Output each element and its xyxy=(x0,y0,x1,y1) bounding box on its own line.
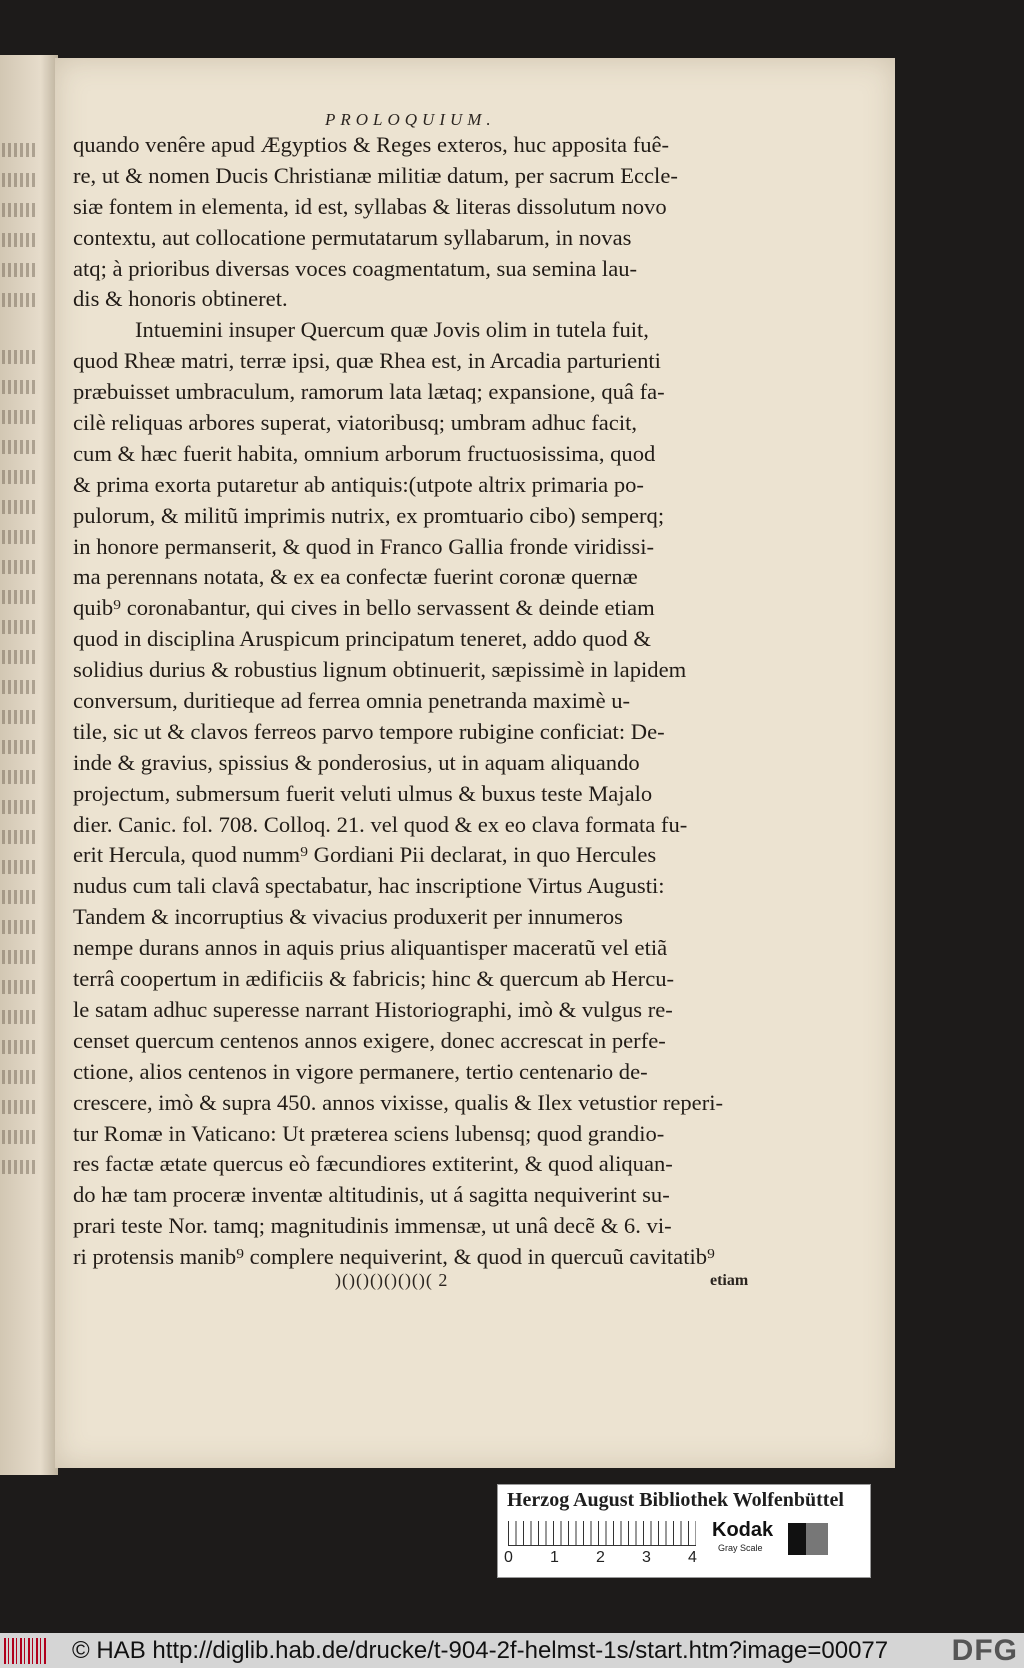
ruler-number: 1 xyxy=(550,1549,559,1566)
text-line: res factæ ætate quercus eò fæcundiores extiterint, & quod aliquan- xyxy=(73,1151,673,1177)
text-line: ri protensis manib⁹ complere nequiverint, & quod in quercuũ cavitatib⁹ xyxy=(73,1244,715,1270)
text-line: nudus cum tali clavâ spectabatur, hac inscriptione Virtus Augusti: xyxy=(73,873,665,899)
text-line: nempe durans annos in aquis prius aliquantisper maceratũ vel etiã xyxy=(73,935,668,961)
ruler-number: 4 xyxy=(688,1549,697,1566)
text-line: solidius durius & robustius lignum obtinuerit, sæpissimè in lapidem xyxy=(73,657,687,683)
text-line: Intuemini insuper Quercum quæ Jovis olim in tutela fuit, xyxy=(135,317,649,343)
barcode-icon xyxy=(4,1638,48,1664)
dfg-logo: DFG xyxy=(951,1634,1018,1667)
page-body xyxy=(73,130,833,1273)
ruler-number: 3 xyxy=(642,1549,651,1566)
text-line: quando venêre apud Ægyptios & Reges exteros, huc apposita fuê- xyxy=(73,132,670,157)
book-page xyxy=(55,58,895,1468)
text-line: do hæ tam proceræ inventæ altitudinis, ut á sagitta nequiverint su- xyxy=(73,1182,670,1208)
text-line: re, ut & nomen Ducis Christianæ militiæ datum, per sacrum Eccle- xyxy=(73,162,678,188)
text-line: terrâ coopertum in ædificiis & fabricis; hinc & quercum ab Hercu- xyxy=(73,966,675,992)
gray-patch xyxy=(788,1523,828,1555)
footer-bar xyxy=(0,1633,1024,1668)
text-line: dier. Canic. fol. 708. Colloq. 21. vel quod & ex eo clava formata fu- xyxy=(73,811,688,837)
text-line: Tandem & incorruptius & vivacius produxerit per innumeros xyxy=(73,904,623,930)
ruler-number: 0 xyxy=(504,1549,513,1566)
text-line: erit Hercula, quod numm⁹ Gordiani Pii declarat, in quo Hercules xyxy=(73,842,657,868)
text-line: ma perennans notata, & ex ea confectæ fuerint coronæ quernæ xyxy=(73,564,638,590)
ruler-number: 2 xyxy=(596,1549,605,1566)
gray-scale-label: Gray Scale xyxy=(718,1543,763,1553)
text-line: in honore permanserit, & quod in Franco Gallia fronde viridissi- xyxy=(73,533,655,559)
text-line: atq; à prioribus diversas voces coagmentatum, sua semina lau- xyxy=(73,255,638,281)
footer-url[interactable]: © HAB http://diglib.hab.de/drucke/t-904-2f-helmst-1s/start.htm?image=00077 xyxy=(72,1637,889,1664)
text-line: pulorum, & militũ imprimis nutrix, ex promtuario cibo) semperq; xyxy=(73,502,665,528)
signature-mark: )()()()()()()( 2 xyxy=(335,1270,449,1290)
kodak-logo: Kodak xyxy=(712,1519,774,1541)
text-line: dis & honoris obtineret. xyxy=(73,286,288,312)
adjacent-page-edge xyxy=(0,55,58,1475)
text-line: cum & hæc fuerit habita, omnium arborum fructuosissima, quod xyxy=(73,440,656,466)
library-name: Herzog August Bibliothek Wolfenbüttel xyxy=(507,1489,844,1511)
color-scale-card xyxy=(497,1484,871,1578)
text-line: inde & gravius, spissius & ponderosius, ut in aquam aliquando xyxy=(73,749,640,775)
text-line: tur Romæ in Vaticano: Ut præterea sciens lubensq; quod grandio- xyxy=(73,1120,665,1146)
catchword: etiam xyxy=(710,1272,749,1289)
text-line: quib⁹ coronabantur, qui cives in bello servassent & deinde etiam xyxy=(73,595,655,621)
text-line: projectum, submersum fuerit veluti ulmus & buxus teste Majalo xyxy=(73,780,653,806)
text-line: cilè reliquas arbores superat, viatoribusq; umbram adhuc facit, xyxy=(73,410,638,436)
text-line: contextu, aut collocatione permutatarum syllabarum, in novas xyxy=(73,224,632,250)
page-header: PROLOQUIUM. xyxy=(325,110,496,129)
text-line: ctione, alios centenos in vigore permanere, tertio centenario de- xyxy=(73,1058,648,1084)
text-line: le satam adhuc superesse narrant Historiographi, imò & vulgus re- xyxy=(73,996,673,1022)
text-line: quod in disciplina Aruspicum principatum teneret, addo quod & xyxy=(73,626,651,652)
text-line: censet quercum centenos annos exigere, donec accrescat in perfe- xyxy=(73,1027,666,1053)
text-line: crescere, imò & supra 450. annos vixisse, qualis & Ilex vetustior reperi- xyxy=(73,1089,724,1115)
ruler-ticks xyxy=(508,1521,696,1546)
text-line: & prima exorta putaretur ab antiquis:(utpote altrix primaria po- xyxy=(73,471,644,497)
text-line: prari teste Nor. tamq; magnitudinis immensæ, ut unâ decẽ & 6. vi- xyxy=(73,1213,672,1239)
text-line: tile, sic ut & clavos ferreos parvo tempore rubigine conficiat: De- xyxy=(73,718,665,744)
text-line: præbuisset umbraculum, ramorum lata lætaq; expansione, quâ fa- xyxy=(73,379,665,405)
text-line: conversum, duritieque ad ferrea omnia penetranda maximè u- xyxy=(73,688,631,714)
text-line: siæ fontem in elementa, id est, syllabas & literas dissolutum novo xyxy=(73,193,667,219)
text-line: quod Rheæ matri, terræ ipsi, quæ Rhea est, in Arcadia parturienti xyxy=(73,348,661,374)
